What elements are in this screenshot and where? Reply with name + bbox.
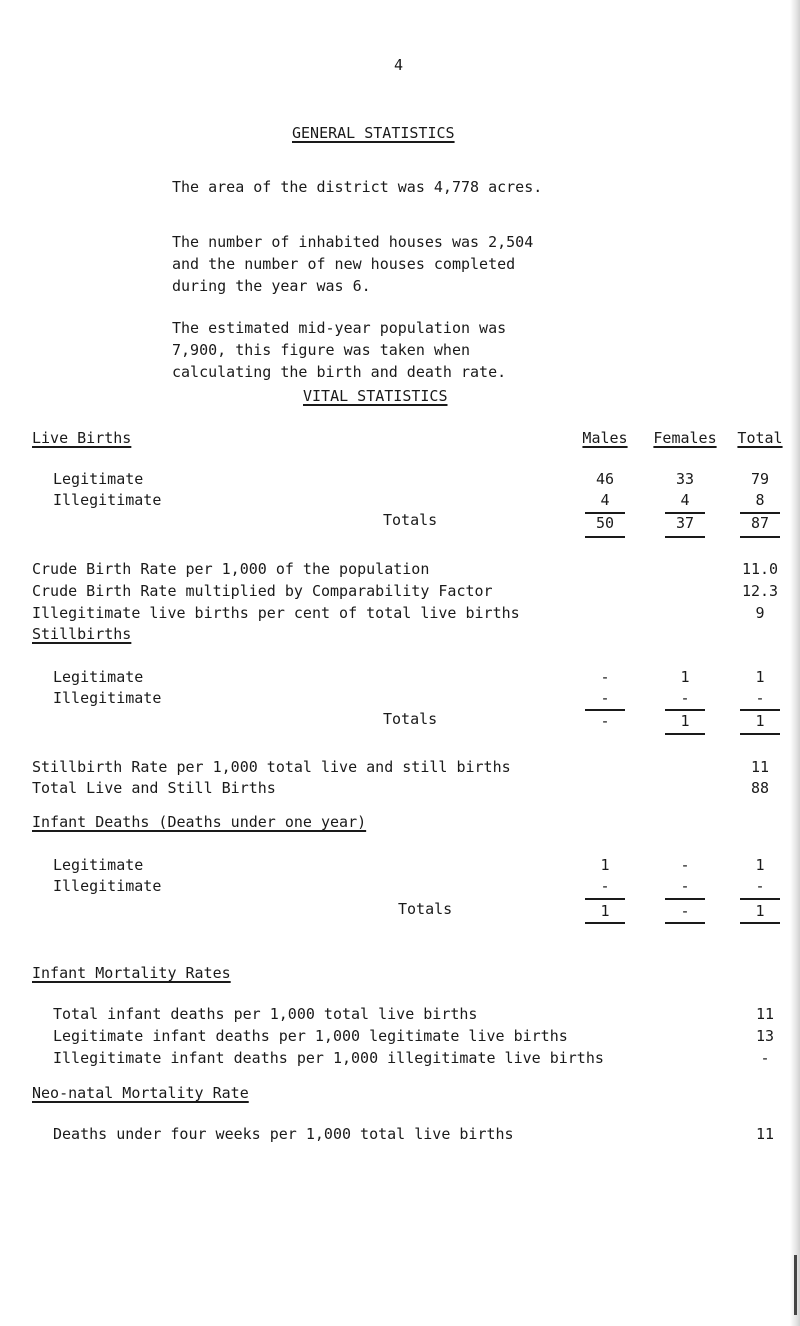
live-legit-label: Legitimate xyxy=(53,470,144,488)
infant-total-rule-females xyxy=(665,922,705,924)
still-rate-label-2: Total Live and Still Births xyxy=(32,779,276,797)
infant-totals-total: 1 xyxy=(755,902,765,920)
still-illegit-total: - xyxy=(755,689,765,707)
page-number: 4 xyxy=(394,56,404,74)
still-legit-label: Legitimate xyxy=(53,668,144,686)
infant-legit-males: 1 xyxy=(600,856,610,874)
infant-mortality-label-1: Total infant deaths per 1,000 total live births xyxy=(53,1005,478,1023)
live-illegit-males: 4 xyxy=(600,491,610,509)
still-rate-label-1: Stillbirth Rate per 1,000 total live and still births xyxy=(32,758,511,776)
live-total-rule-females xyxy=(665,536,705,538)
population-line-3: calculating the birth and death rate. xyxy=(172,363,507,381)
rate-label-3: Illegitimate live births per cent of total live births xyxy=(32,604,520,622)
live-total-rule-total xyxy=(740,536,780,538)
infant-subtotal-rule-males xyxy=(585,898,625,900)
infant-totals-label: Totals xyxy=(398,900,453,918)
houses-line-2: and the number of new houses completed xyxy=(172,255,516,273)
live-totals-females: 37 xyxy=(675,514,695,532)
still-legit-total: 1 xyxy=(755,668,765,686)
still-total-rule-total xyxy=(740,733,780,735)
infant-mortality-label-2: Legitimate infant deaths per 1,000 legitimate live births xyxy=(53,1027,568,1045)
live-totals-males: 50 xyxy=(595,514,615,532)
infant-illegit-males: - xyxy=(600,877,610,895)
still-illegit-label: Illegitimate xyxy=(53,689,162,707)
infant-mortality-value-3: - xyxy=(760,1049,770,1067)
live-totals-total: 87 xyxy=(750,514,770,532)
general-statistics-heading: GENERAL STATISTICS xyxy=(292,124,455,142)
infant-illegit-label: Illegitimate xyxy=(53,877,162,895)
infant-mortality-value-2: 13 xyxy=(755,1027,775,1045)
infant-total-rule-males xyxy=(585,922,625,924)
rate-value-1: 11.0 xyxy=(741,560,779,578)
infant-legit-total: 1 xyxy=(755,856,765,874)
area-line: The area of the district was 4,778 acres. xyxy=(172,178,543,196)
live-births-heading: Live Births xyxy=(32,429,132,447)
still-legit-males: - xyxy=(600,668,610,686)
live-legit-total: 79 xyxy=(750,470,770,488)
infant-total-rule-total xyxy=(740,922,780,924)
still-totals-males: - xyxy=(600,712,610,730)
rate-value-3: 9 xyxy=(755,604,765,622)
houses-line-1: The number of inhabited houses was 2,504 xyxy=(172,233,534,251)
neonatal-value-1: 11 xyxy=(755,1125,775,1143)
still-totals-total: 1 xyxy=(755,712,765,730)
infant-subtotal-rule-females xyxy=(665,898,705,900)
live-illegit-label: Illegitimate xyxy=(53,491,162,509)
infant-totals-males: 1 xyxy=(600,902,610,920)
still-totals-females: 1 xyxy=(680,712,690,730)
infant-deaths-heading: Infant Deaths (Deaths under one year) xyxy=(32,813,367,831)
live-legit-males: 46 xyxy=(595,470,615,488)
infant-mortality-value-1: 11 xyxy=(755,1005,775,1023)
still-illegit-females: - xyxy=(680,689,690,707)
still-totals-label: Totals xyxy=(383,710,438,728)
infant-subtotal-rule-total xyxy=(740,898,780,900)
infant-illegit-total: - xyxy=(755,877,765,895)
still-rate-value-2: 88 xyxy=(750,779,770,797)
houses-line-3: during the year was 6. xyxy=(172,277,371,295)
still-total-rule-females xyxy=(665,733,705,735)
rate-value-2: 12.3 xyxy=(741,582,779,600)
infant-mortality-heading: Infant Mortality Rates xyxy=(32,964,231,982)
live-totals-label: Totals xyxy=(383,511,438,529)
rate-label-2: Crude Birth Rate multiplied by Comparability Factor xyxy=(32,582,493,600)
col-header-females: Females xyxy=(653,429,717,447)
rate-label-1: Crude Birth Rate per 1,000 of the population xyxy=(32,560,430,578)
neonatal-label-1: Deaths under four weeks per 1,000 total live births xyxy=(53,1125,514,1143)
population-line-2: 7,900, this figure was taken when xyxy=(172,341,471,359)
infant-illegit-females: - xyxy=(680,877,690,895)
still-legit-females: 1 xyxy=(680,668,690,686)
population-line-1: The estimated mid-year population was xyxy=(172,319,507,337)
still-illegit-males: - xyxy=(600,689,610,707)
col-header-males: Males xyxy=(582,429,628,447)
page-right-edge-shadow xyxy=(790,0,800,1326)
still-rate-value-1: 11 xyxy=(750,758,770,776)
live-illegit-females: 4 xyxy=(680,491,690,509)
neonatal-heading: Neo-natal Mortality Rate xyxy=(32,1084,249,1102)
vital-statistics-heading: VITAL STATISTICS xyxy=(303,387,448,405)
stillbirths-heading: Stillbirths xyxy=(32,625,132,643)
infant-legit-label: Legitimate xyxy=(53,856,144,874)
live-illegit-total: 8 xyxy=(755,491,765,509)
live-total-rule-males xyxy=(585,536,625,538)
col-header-total: Total xyxy=(737,429,783,447)
live-legit-females: 33 xyxy=(675,470,695,488)
infant-legit-females: - xyxy=(680,856,690,874)
infant-mortality-label-3: Illegitimate infant deaths per 1,000 illegitimate live births xyxy=(53,1049,604,1067)
infant-totals-females: - xyxy=(680,902,690,920)
page-edge-mark xyxy=(794,1255,797,1315)
